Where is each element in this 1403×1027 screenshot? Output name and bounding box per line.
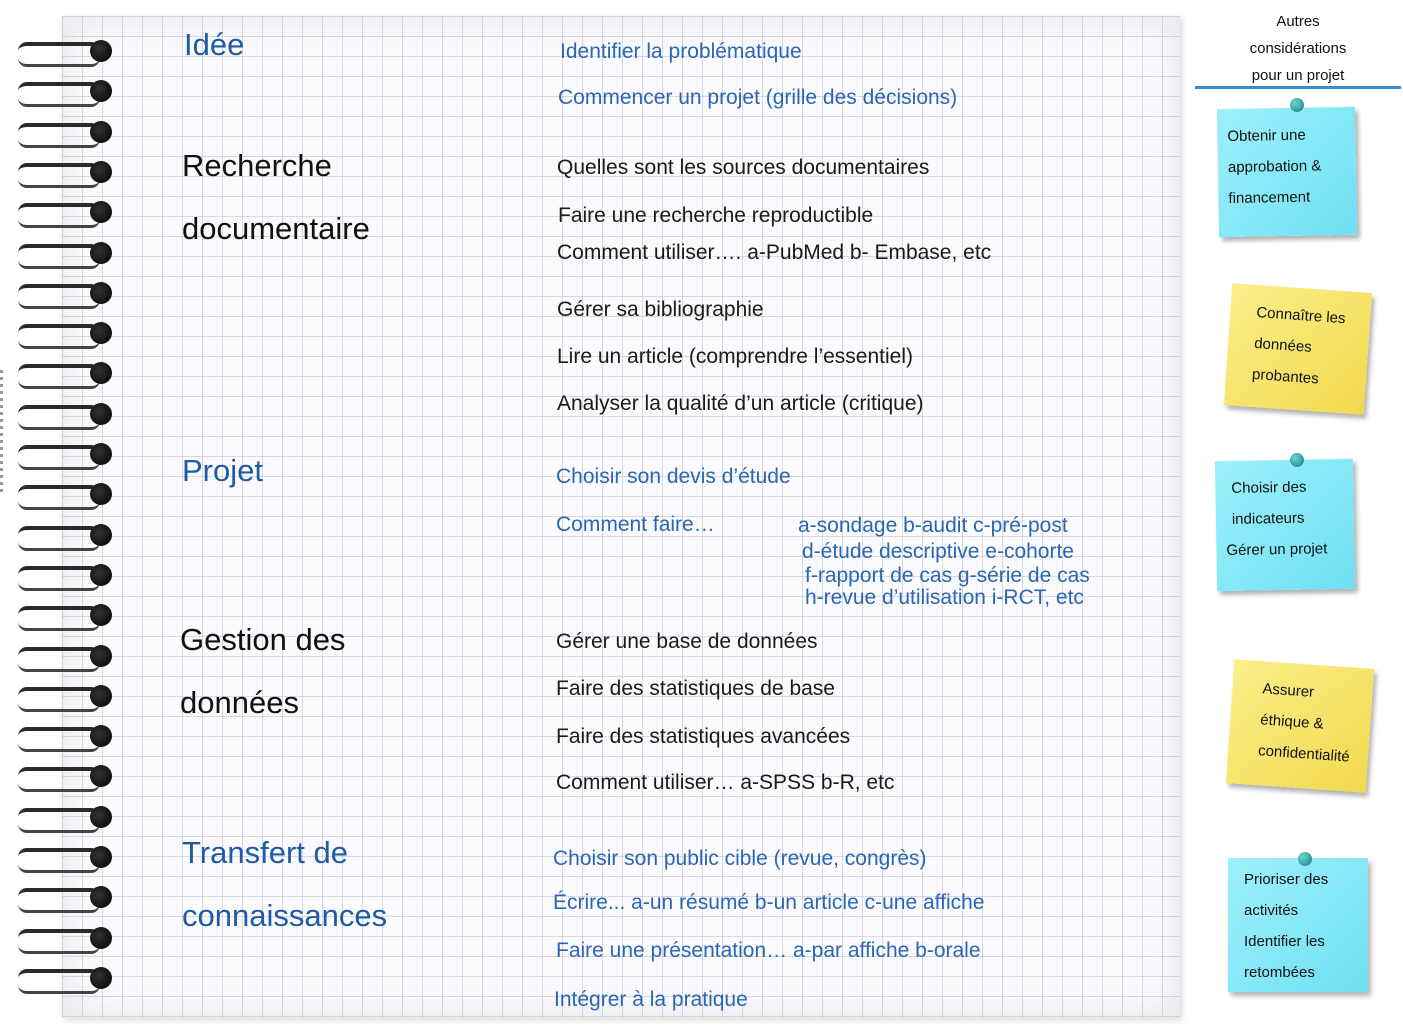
spiral-ring-icon — [18, 522, 112, 550]
note-line: Obtenir une — [1227, 126, 1306, 146]
note-line: éthique & — [1259, 711, 1325, 733]
section-title-projet: Projet — [182, 453, 263, 488]
item-comment-utiliser-spss[interactable]: Comment utiliser… a-SPSS b-R, etc — [556, 771, 895, 794]
spiral-ring-icon — [18, 119, 112, 147]
note-line: Identifier les — [1244, 933, 1325, 950]
push-pin-icon — [1290, 453, 1304, 467]
note-line: financement — [1228, 188, 1311, 208]
method-line-4: h-revue d’utilisation i-RCT, etc — [805, 586, 1084, 609]
push-pin-icon — [1298, 852, 1312, 866]
note-line: Gérer un projet — [1226, 540, 1328, 560]
section-title-transfert-line1: Transfert de — [182, 835, 348, 870]
item-base-donnees[interactable]: Gérer une base de données — [556, 630, 818, 653]
item-analyser-qualite[interactable]: Analyser la qualité d’un article (critique) — [557, 392, 924, 415]
spiral-ring-icon — [18, 965, 112, 993]
section-title-recherche-line2: documentaire — [182, 211, 370, 246]
item-lire-article[interactable]: Lire un article (comprendre l’essentiel) — [557, 345, 913, 368]
sidebar-divider — [1195, 86, 1401, 89]
section-title-idee: Idée — [184, 27, 245, 62]
note-line: activités — [1244, 902, 1299, 919]
item-recherche-reproductible[interactable]: Faire une recherche reproductible — [558, 204, 874, 227]
item-integrer-pratique[interactable]: Intégrer à la pratique — [554, 988, 748, 1011]
spiral-ring-icon — [18, 844, 112, 872]
spiral-ring-icon — [18, 159, 112, 187]
spiral-ring-icon — [18, 884, 112, 912]
spiral-ring-icon — [18, 441, 112, 469]
section-title-recherche-line1: Recherche — [182, 148, 332, 183]
item-ecrire[interactable]: Écrire... a-un résumé b-un article c-une affiche — [553, 891, 985, 914]
note-line: confidentialité — [1257, 742, 1351, 766]
sidebar-title — [1196, 8, 1400, 89]
item-comment-utiliser-pubmed[interactable]: Comment utiliser…. a-PubMed b- Embase, etc — [557, 241, 992, 264]
spiral-ring-icon — [18, 763, 112, 791]
section-title-gestion-line2: données — [180, 685, 299, 720]
item-stats-avancees[interactable]: Faire des statistiques avancées — [556, 725, 851, 748]
note-line: probantes — [1251, 365, 1320, 388]
spiral-ring-icon — [18, 78, 112, 106]
item-gerer-bibliographie[interactable]: Gérer sa bibliographie — [557, 298, 764, 321]
spiral-ring-icon — [18, 401, 112, 429]
sticky-note-approbation[interactable] — [1217, 107, 1357, 237]
spiral-ring-icon — [18, 925, 112, 953]
spiral-ring-icon — [18, 38, 112, 66]
note-line: retombées — [1244, 964, 1315, 981]
sidebar-title-line: pour un projet — [1251, 67, 1345, 84]
item-identifier-problematique[interactable]: Identifier la problématique — [560, 40, 802, 63]
spiral-ring-icon — [18, 602, 112, 630]
note-line: Prioriser des — [1244, 871, 1329, 888]
note-line: Assurer — [1261, 680, 1315, 701]
margin-marks — [0, 370, 3, 495]
spiral-ring-icon — [18, 804, 112, 832]
note-line: données — [1253, 334, 1313, 356]
note-line: indicateurs — [1231, 509, 1305, 528]
spiral-ring-icon — [18, 199, 112, 227]
spiral-ring-icon — [18, 320, 112, 348]
spiral-ring-icon — [18, 683, 112, 711]
sticky-note-indicateurs[interactable] — [1215, 459, 1355, 591]
spiral-ring-icon — [18, 562, 112, 590]
spiral-ring-icon — [18, 723, 112, 751]
sticky-note-prioriser[interactable] — [1228, 858, 1368, 992]
item-comment-faire[interactable]: Comment faire… — [556, 513, 715, 536]
spiral-ring-icon — [18, 360, 112, 388]
spiral-ring-icon — [18, 240, 112, 268]
item-sources-documentaires[interactable]: Quelles sont les sources documentaires — [557, 156, 930, 179]
sidebar-title-line: Autres — [1276, 13, 1320, 30]
item-public-cible[interactable]: Choisir son public cible (revue, congrès) — [553, 847, 927, 870]
sidebar-title-line: considérations — [1249, 40, 1347, 57]
sticky-note-donnees-probantes[interactable] — [1224, 283, 1372, 414]
spiral-ring-icon — [18, 643, 112, 671]
method-line-1: a-sondage b-audit c-pré-post — [798, 514, 1068, 537]
item-commencer-projet[interactable]: Commencer un projet (grille des décisions) — [558, 86, 958, 109]
method-line-3: f-rapport de cas g-série de cas — [805, 564, 1090, 587]
note-line: approbation & — [1227, 157, 1322, 177]
item-stats-base[interactable]: Faire des statistiques de base — [556, 677, 835, 700]
section-title-transfert-line2: connaissances — [182, 898, 388, 933]
note-line: Choisir des — [1231, 478, 1307, 497]
push-pin-icon — [1290, 98, 1304, 112]
note-line: Connaître les — [1255, 304, 1347, 328]
method-line-2: d-étude descriptive e-cohorte — [802, 540, 1074, 563]
section-title-gestion-line1: Gestion des — [180, 622, 346, 657]
spiral-ring-icon — [18, 280, 112, 308]
item-choisir-devis[interactable]: Choisir son devis d’étude — [556, 465, 791, 488]
item-presentation[interactable]: Faire une présentation… a-par affiche b-orale — [556, 939, 981, 962]
sticky-note-ethique[interactable] — [1226, 659, 1374, 792]
spiral-ring-icon — [18, 481, 112, 509]
